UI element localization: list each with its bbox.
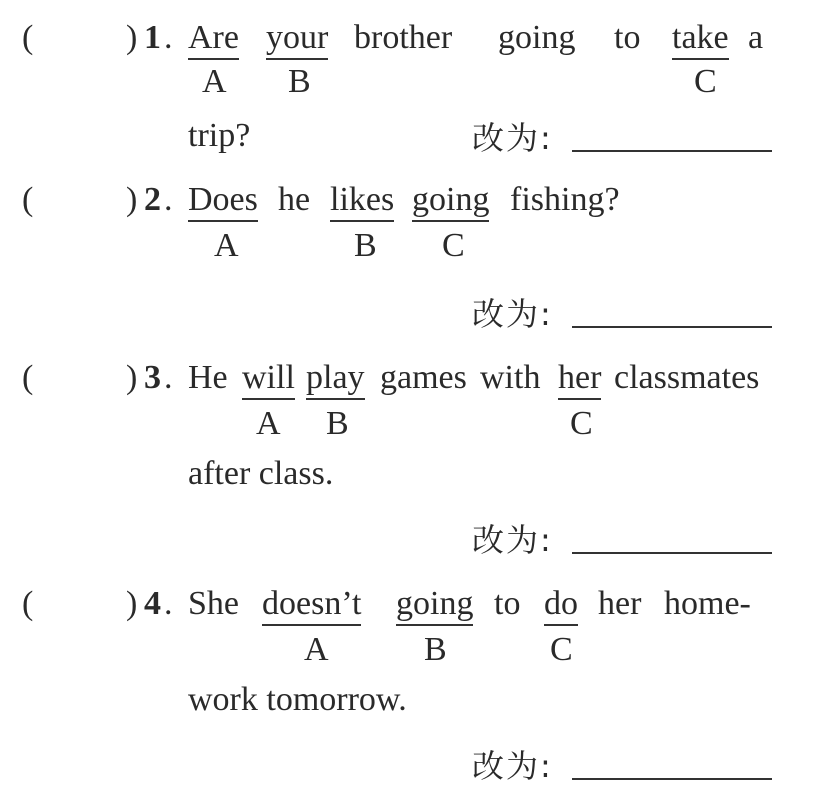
word-underlined-a: will — [242, 358, 295, 400]
correction-blank[interactable] — [568, 296, 772, 333]
question-dot: . — [164, 359, 173, 396]
word-underlined-c: her — [558, 358, 601, 400]
correction-blank[interactable] — [568, 522, 772, 559]
label-a: A — [214, 227, 239, 264]
answer-paren-close: ) — [126, 585, 138, 622]
word: to — [494, 585, 521, 622]
word-underlined-a: doesn’t — [262, 584, 361, 626]
word-underlined-a: Are — [188, 18, 239, 60]
sentence-continuation: trip? — [188, 117, 251, 154]
word-underlined-c: take — [672, 18, 729, 60]
word-underlined-b: likes — [330, 180, 394, 222]
word: to — [614, 19, 641, 56]
label-b: B — [424, 631, 447, 668]
word: a — [748, 19, 764, 56]
sentence-continuation: after class. — [188, 455, 334, 492]
word: with — [480, 359, 541, 396]
label-c: C — [550, 631, 573, 668]
word-underlined-a: Does — [188, 180, 258, 222]
answer-paren-close: ) — [126, 19, 138, 56]
word: going — [498, 19, 576, 56]
label-c: C — [442, 227, 465, 264]
word: home- — [664, 585, 751, 622]
question-number: 4 — [144, 585, 161, 622]
question-dot: . — [164, 19, 173, 56]
answer-paren-open: ( — [22, 585, 34, 622]
answer-paren-close: ) — [126, 181, 138, 218]
correction-blank[interactable] — [568, 120, 772, 157]
label-c: C — [570, 405, 593, 442]
question-dot: . — [164, 181, 173, 218]
word-underlined-b: going — [396, 584, 473, 626]
word: classmates — [614, 359, 760, 396]
word-underlined-c: going — [412, 180, 489, 222]
correction-label: 改为: — [472, 521, 553, 559]
label-a: A — [202, 63, 227, 100]
answer-paren-open: ( — [22, 359, 34, 396]
word: he — [278, 181, 311, 218]
word: He — [188, 359, 228, 396]
correction-blank[interactable] — [568, 748, 772, 785]
question-number: 2 — [144, 181, 161, 218]
label-b: B — [288, 63, 311, 100]
answer-paren-open: ( — [22, 19, 34, 56]
label-b: B — [326, 405, 349, 442]
label-c: C — [694, 63, 717, 100]
answer-paren-open: ( — [22, 181, 34, 218]
word-underlined-b: your — [266, 18, 328, 60]
correction-label: 改为: — [472, 747, 553, 785]
question-number: 3 — [144, 359, 161, 396]
question-dot: . — [164, 585, 173, 622]
word: She — [188, 585, 239, 622]
question-number: 1 — [144, 19, 161, 56]
label-b: B — [354, 227, 377, 264]
word: brother — [354, 19, 453, 56]
word: fishing? — [510, 181, 620, 218]
correction-label: 改为: — [472, 295, 553, 333]
label-a: A — [304, 631, 329, 668]
correction-label: 改为: — [472, 119, 553, 157]
word: games — [380, 359, 467, 396]
word-underlined-c: do — [544, 584, 578, 626]
sentence-continuation: work tomorrow. — [188, 681, 407, 718]
word-underlined-b: play — [306, 358, 365, 400]
word: her — [598, 585, 642, 622]
label-a: A — [256, 405, 281, 442]
answer-paren-close: ) — [126, 359, 138, 396]
